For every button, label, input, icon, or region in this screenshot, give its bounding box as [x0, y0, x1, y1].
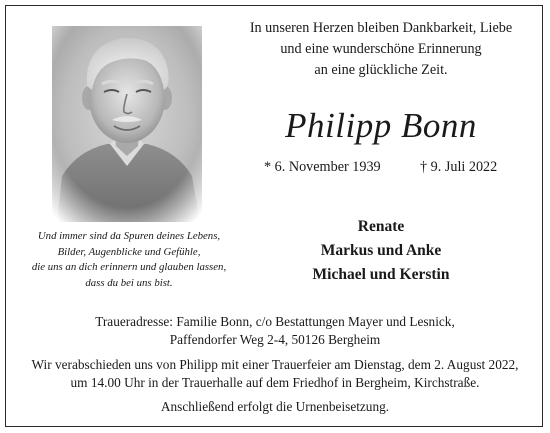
address-line: Paffendorfer Weg 2-4, 50126 Bergheim — [169, 332, 381, 347]
address-line: Traueradresse: Familie Bonn, c/o Bestattungen Mayer und Lesnick, — [95, 314, 455, 329]
ceremony-line: um 14.00 Uhr in der Trauerhalle auf dem Friedhof in Bergheim, Kirchstraße. — [70, 375, 480, 390]
quote-line: die uns an dich erinnern und glauben lassen, — [31, 261, 227, 274]
ceremony-line: Wir verabschieden uns von Philipp mit einer Trauerfeier am Dienstag, dem 2. August 2022, — [31, 357, 519, 372]
death-date: † 9. Juli 2022 — [420, 159, 498, 175]
dedication-line: In unseren Herzen bleiben Dankbarkeit, Liebe — [249, 20, 513, 36]
mourner-name: Renate — [357, 218, 405, 235]
dedication-line: und eine wunderschöne Erinnerung — [280, 41, 482, 57]
quote-line: Bilder, Augenblicke und Gefühle, — [57, 245, 201, 258]
mourner-name: Michael und Kerstin — [312, 266, 450, 283]
portrait-photo — [52, 26, 202, 222]
dedication-text — [232, 18, 530, 81]
quote-line: dass du bei uns bist. — [85, 276, 173, 289]
mourners-list — [232, 215, 530, 287]
deceased-name: Philipp Bonn — [285, 106, 477, 145]
quote-line: Und immer sind da Spuren deines Lebens, — [37, 230, 221, 242]
funeral-details — [10, 313, 540, 416]
memorial-quote — [10, 229, 248, 291]
burial-note: Anschließend erfolgt die Urnenbeisetzung. — [160, 399, 390, 414]
birth-date: * 6. November 1939 — [264, 159, 381, 175]
mourner-name: Markus und Anke — [320, 242, 442, 259]
dedication-line: an eine glückliche Zeit. — [314, 62, 448, 78]
